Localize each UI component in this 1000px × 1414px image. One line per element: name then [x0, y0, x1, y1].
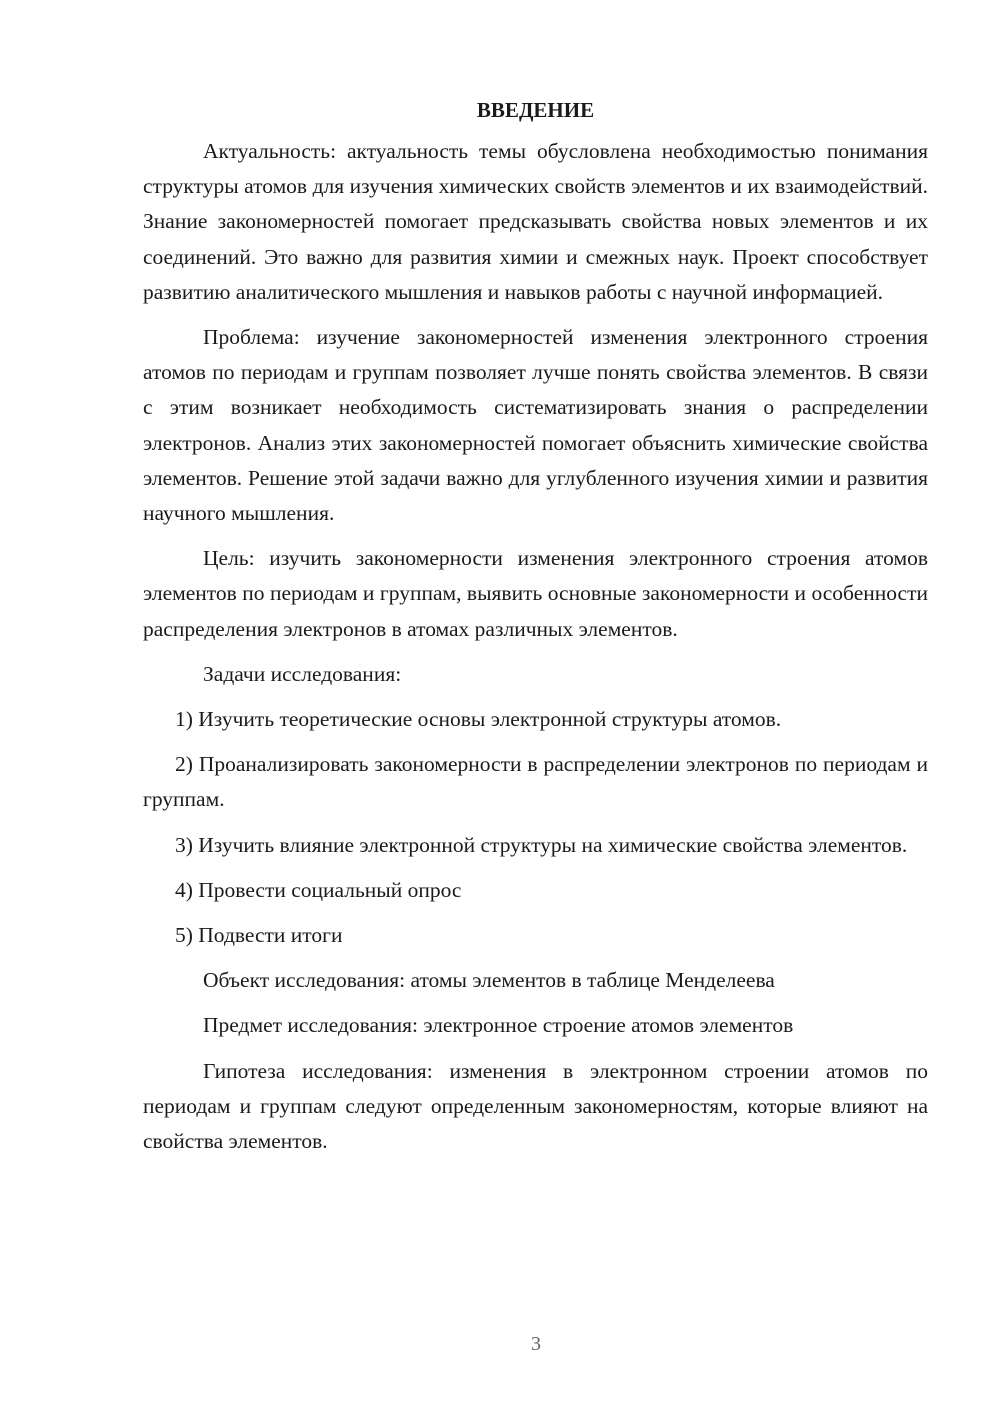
paragraph-subject: Предмет исследования: электронное строение атомов элементов [203, 1013, 794, 1038]
paragraph-problem: Проблема: изучение закономерностей изменения электронного строения атомов по периодам и группам позволяет лучше понять свойства элементов. В связи с этим возникает необходимость систематизировать знания о распределении электронов. Анализ этих закономерностей помогает объяснить химические свойства элементов. Решение этой задачи важно для углубленного изучения химии и развития научного мышления. [143, 325, 928, 526]
task-item-2: 2) Проанализировать закономерности в распределении электронов по периодам и группам. [143, 752, 928, 812]
task-item-4: 4) Провести социальный опрос [175, 877, 462, 902]
section-heading: ВВЕДЕНИЕ [476, 98, 595, 122]
page-number: 3 [531, 1333, 541, 1355]
task-item-3: 3) Изучить влияние электронной структуры на химические свойства элементов. [175, 832, 908, 857]
task-item-5: 5) Подвести итоги [175, 923, 343, 948]
paragraph-hypothesis: Гипотеза исследования: изменения в электронном строении атомов по периодам и группам следуют определенным закономерностям, которые влияют на свойства элементов. [143, 1058, 928, 1154]
paragraph-goal: Цель: изучить закономерности изменения электронного строения атомов элементов по периодам и группам, выявить основные закономерности и особенности распределения электронов в атомах различных элементов. [143, 546, 928, 641]
page-content [143, 92, 928, 1169]
tasks-title: Задачи исследования: [203, 661, 402, 686]
task-item-1: 1) Изучить теоретические основы электронной структуры атомов. [175, 707, 782, 732]
paragraph-object: Объект исследования: атомы элементов в таблице Менделеева [203, 968, 775, 993]
paragraph-relevance: Актуальность: актуальность темы обусловлена необходимостью понимания структуры атомов для изучения химических свойств элементов и их взаимодействий. Знание закономерностей помогает предсказывать свойства новых элементов и их соединений. Это важно для развития химии и смежных наук. Проект способствует развитию аналитического мышления и навыков работы с научной информацией. [143, 139, 928, 304]
